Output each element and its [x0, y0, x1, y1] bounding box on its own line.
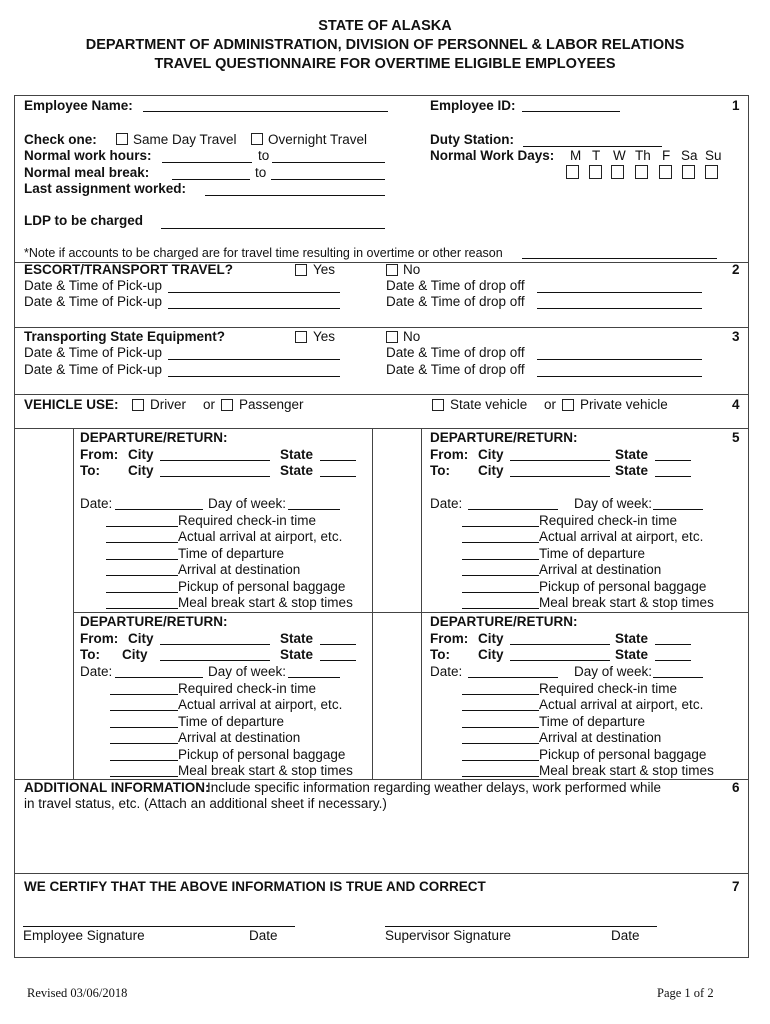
day-of-week-field[interactable] [288, 509, 340, 510]
city-label: City [128, 447, 154, 462]
section-number: 3 [732, 329, 740, 344]
state-label: State [615, 463, 649, 478]
time-field[interactable] [462, 727, 539, 728]
state-vehicle-label: State vehicle [450, 397, 528, 412]
to-city-field[interactable] [160, 660, 270, 661]
city-label: City [478, 631, 504, 646]
date-label: Date: [80, 664, 113, 679]
form-department-title: DEPARTMENT OF ADMINISTRATION, DIVISION OF PERSONNEL & LABOR RELATIONS [85, 37, 685, 53]
from-state-field[interactable] [655, 460, 691, 461]
last-assignment-field[interactable] [205, 195, 385, 196]
employee-id-label: Employee ID: [430, 98, 516, 113]
time-field[interactable] [110, 694, 178, 695]
state-label: State [280, 463, 314, 478]
no-label: No [403, 262, 421, 277]
vehicle-use-title: VEHICLE USE: [24, 397, 119, 412]
day-of-week-label: Day of week: [574, 664, 653, 679]
equipment-pickup-field-1[interactable] [168, 359, 340, 360]
date-field[interactable] [115, 677, 203, 678]
employee-id-field[interactable] [522, 111, 620, 112]
driver-label: Driver [150, 397, 186, 412]
state-equipment-title: Transporting State Equipment? [24, 329, 226, 344]
time-field[interactable] [110, 776, 178, 777]
state-label: State [615, 447, 649, 462]
work-hours-end-field[interactable] [272, 162, 385, 163]
section-number: 7 [732, 879, 740, 894]
to-label: To: [80, 647, 100, 662]
work-day-label: Sa [681, 148, 698, 163]
to-label: to [255, 165, 267, 180]
work-day-checkbox[interactable] [611, 165, 624, 179]
or-label: or [203, 397, 216, 412]
departure-return-heading: DEPARTURE/RETURN: [430, 430, 578, 445]
additional-info-text: Include specific information regarding weather delays, work performed while [207, 780, 661, 795]
to-city-field[interactable] [160, 476, 270, 477]
escort-pickup-field-2[interactable] [168, 308, 340, 309]
time-item-label: Meal break start & stop times [178, 763, 353, 778]
time-item-label: Pickup of personal baggage [539, 578, 707, 594]
state-label: State [615, 631, 649, 646]
additional-info-field[interactable] [20, 815, 740, 870]
from-city-field[interactable] [160, 644, 270, 645]
date-label: Date [249, 928, 278, 943]
supervisor-signature-label: Supervisor Signature [385, 928, 512, 943]
equipment-dropoff-field-2[interactable] [537, 376, 702, 377]
ldp-field[interactable] [161, 228, 385, 229]
day-of-week-label: Day of week: [208, 496, 287, 511]
day-of-week-label: Day of week: [208, 664, 287, 679]
time-field[interactable] [110, 743, 178, 744]
from-label: From: [80, 447, 119, 462]
escort-transport-title: ESCORT/TRANSPORT TRAVEL? [24, 262, 233, 277]
time-item-label: Time of departure [539, 545, 646, 561]
employee-name-field[interactable] [143, 111, 388, 112]
from-city-field[interactable] [510, 644, 610, 645]
time-item-label: Actual arrival at airport, etc. [539, 697, 704, 712]
overnight-travel-checkbox[interactable] [251, 133, 263, 145]
date-field[interactable] [468, 677, 558, 678]
divider [14, 327, 749, 328]
time-field[interactable] [462, 526, 539, 527]
city-label: City [478, 463, 504, 478]
section-number: 6 [732, 780, 740, 795]
equipment-yes-checkbox[interactable] [295, 331, 307, 343]
time-field[interactable] [110, 710, 178, 711]
divider [73, 612, 749, 613]
day-of-week-field[interactable] [653, 677, 703, 678]
city-label: City [122, 647, 148, 662]
time-item-label: Meal break start & stop times [178, 595, 353, 610]
work-day-label: W [613, 148, 626, 163]
dropoff-label: Date & Time of drop off [386, 294, 525, 309]
work-day-label: F [662, 148, 671, 163]
departure-return-heading: DEPARTURE/RETURN: [80, 614, 228, 629]
time-item-label: Actual arrival at airport, etc. [178, 529, 343, 544]
form-title: TRAVEL QUESTIONNAIRE FOR OVERTIME ELIGIBLE EMPLOYEES [154, 56, 616, 72]
escort-dropoff-field-2[interactable] [537, 308, 702, 309]
work-day-checkbox[interactable] [635, 165, 648, 179]
from-state-field[interactable] [655, 644, 691, 645]
employee-name-label: Employee Name: [24, 98, 133, 113]
divider [73, 428, 74, 779]
section-number: 4 [732, 397, 740, 412]
meal-break-end-field[interactable] [271, 179, 385, 180]
section-number: 2 [732, 262, 740, 277]
city-label: City [478, 647, 504, 662]
to-label: to [258, 148, 270, 163]
day-of-week-field[interactable] [288, 677, 340, 678]
work-hours-start-field[interactable] [162, 162, 252, 163]
from-label: From: [80, 631, 119, 646]
dropoff-label: Date & Time of drop off [386, 345, 525, 360]
time-field[interactable] [462, 743, 539, 744]
time-field[interactable] [462, 592, 539, 593]
departure-return-heading: DEPARTURE/RETURN: [80, 430, 228, 445]
day-of-week-field[interactable] [653, 509, 703, 510]
certify-title: WE CERTIFY THAT THE ABOVE INFORMATION IS TRUE AND CORRECT [24, 879, 486, 894]
from-city-field[interactable] [160, 460, 270, 461]
date-field[interactable] [115, 509, 203, 510]
employee-signature-label: Employee Signature [23, 928, 145, 943]
pickup-label: Date & Time of Pick-up [24, 345, 163, 360]
time-item-label: Arrival at destination [178, 730, 301, 745]
other-reason-field[interactable] [522, 258, 717, 259]
time-field[interactable] [110, 727, 178, 728]
divider [14, 394, 749, 395]
escort-dropoff-field-1[interactable] [537, 292, 702, 293]
divider [14, 873, 749, 874]
same-day-travel-label: Same Day Travel [133, 132, 237, 147]
additional-info-title: ADDITIONAL INFORMATION: [24, 780, 210, 795]
state-vehicle-checkbox[interactable] [432, 399, 444, 411]
time-item-label: Pickup of personal baggage [539, 746, 707, 762]
pickup-label: Date & Time of Pick-up [24, 294, 163, 309]
time-field[interactable] [110, 760, 178, 761]
accounts-note: *Note if accounts to be charged are for travel time resulting in overtime or other reason [24, 246, 503, 260]
time-field[interactable] [462, 760, 539, 761]
time-item-label: Meal break start & stop times [539, 763, 714, 778]
date-label: Date: [430, 496, 463, 511]
departure-return-heading: DEPARTURE/RETURN: [430, 614, 578, 629]
work-day-label: T [592, 148, 601, 163]
time-field[interactable] [106, 542, 178, 543]
time-item-label: Arrival at destination [539, 730, 662, 745]
driver-checkbox[interactable] [132, 399, 144, 411]
divider [421, 428, 422, 779]
section-number: 5 [732, 430, 740, 445]
city-label: City [478, 447, 504, 462]
normal-meal-break-label: Normal meal break: [24, 165, 150, 180]
time-field[interactable] [106, 559, 178, 560]
time-item-label: Meal break start & stop times [539, 595, 714, 610]
yes-label: Yes [313, 329, 336, 344]
meal-break-start-field[interactable] [172, 179, 250, 180]
from-state-field[interactable] [320, 644, 356, 645]
to-label: To: [430, 463, 450, 478]
time-item-label: Pickup of personal baggage [178, 746, 346, 762]
time-field[interactable] [462, 694, 539, 695]
same-day-travel-checkbox[interactable] [116, 133, 128, 145]
ldp-label: LDP to be charged [24, 213, 144, 228]
from-city-field[interactable] [510, 460, 610, 461]
to-label: To: [80, 463, 100, 478]
supervisor-signature-field[interactable] [385, 926, 657, 927]
time-field[interactable] [462, 542, 539, 543]
from-label: From: [430, 631, 469, 646]
time-item-label: Required check-in time [539, 512, 678, 528]
time-field[interactable] [106, 592, 178, 593]
no-label: No [403, 329, 421, 344]
pickup-label: Date & Time of Pick-up [24, 362, 163, 377]
time-item-label: Arrival at destination [178, 562, 301, 577]
time-item-label: Time of departure [539, 713, 646, 729]
time-field[interactable] [462, 575, 539, 576]
time-field[interactable] [462, 608, 539, 609]
time-field[interactable] [106, 608, 178, 609]
divider [14, 428, 749, 429]
equipment-pickup-field-2[interactable] [168, 376, 340, 377]
or-label: or [544, 397, 557, 412]
work-day-label: Su [705, 148, 722, 163]
city-label: City [128, 463, 154, 478]
last-assignment-label: Last assignment worked: [24, 181, 187, 196]
pickup-label: Date & Time of Pick-up [24, 278, 163, 293]
to-state-field[interactable] [655, 660, 691, 661]
escort-pickup-field-1[interactable] [168, 292, 340, 293]
date-label: Date: [430, 664, 463, 679]
revised-date: Revised 03/06/2018 [27, 986, 128, 1000]
date-field[interactable] [468, 509, 558, 510]
from-label: From: [430, 447, 469, 462]
date-label: Date: [80, 496, 113, 511]
divider [372, 428, 373, 779]
state-label: State [280, 631, 314, 646]
time-item-label: Required check-in time [178, 512, 317, 528]
to-state-field[interactable] [320, 476, 356, 477]
private-vehicle-checkbox[interactable] [562, 399, 574, 411]
time-item-label: Pickup of personal baggage [178, 578, 346, 594]
time-field[interactable] [462, 710, 539, 711]
equipment-dropoff-field-1[interactable] [537, 359, 702, 360]
time-item-label: Actual arrival at airport, etc. [539, 529, 704, 544]
work-day-checkbox[interactable] [566, 165, 579, 179]
to-city-field[interactable] [510, 660, 610, 661]
work-day-checkbox[interactable] [659, 165, 672, 179]
state-label: State [615, 647, 649, 662]
to-city-field[interactable] [510, 476, 610, 477]
section-number: 1 [732, 98, 740, 113]
to-state-field[interactable] [320, 660, 356, 661]
normal-work-days-label: Normal Work Days: [430, 148, 555, 163]
state-label: State [280, 447, 314, 462]
overnight-travel-label: Overnight Travel [268, 132, 368, 147]
time-item-label: Required check-in time [539, 680, 678, 696]
dropoff-label: Date & Time of drop off [386, 362, 525, 377]
from-state-field[interactable] [320, 460, 356, 461]
time-field[interactable] [462, 776, 539, 777]
to-state-field[interactable] [655, 476, 691, 477]
additional-info-text: in travel status, etc. (Attach an additional sheet if necessary.) [24, 796, 387, 811]
passenger-checkbox[interactable] [221, 399, 233, 411]
date-label: Date [611, 928, 640, 943]
passenger-label: Passenger [239, 397, 304, 412]
yes-label: Yes [313, 262, 336, 277]
day-of-week-label: Day of week: [574, 496, 653, 511]
escort-no-checkbox[interactable] [386, 264, 398, 276]
time-field[interactable] [106, 526, 178, 527]
to-label: To: [430, 647, 450, 662]
normal-work-hours-label: Normal work hours: [24, 148, 152, 163]
work-day-label: M [570, 148, 582, 163]
time-item-label: Time of departure [178, 713, 285, 729]
duty-station-field[interactable] [523, 146, 662, 147]
work-day-checkbox[interactable] [589, 165, 602, 179]
work-day-checkbox[interactable] [705, 165, 718, 179]
time-item-label: Time of departure [178, 545, 285, 561]
city-label: City [128, 631, 154, 646]
state-label: State [280, 647, 314, 662]
dropoff-label: Date & Time of drop off [386, 278, 525, 293]
form-state-title: STATE OF ALASKA [318, 18, 452, 34]
time-field[interactable] [462, 559, 539, 560]
work-day-label: Th [635, 148, 651, 163]
work-day-checkbox[interactable] [682, 165, 695, 179]
time-item-label: Arrival at destination [539, 562, 662, 577]
employee-signature-field[interactable] [23, 926, 295, 927]
time-field[interactable] [106, 575, 178, 576]
time-item-label: Actual arrival at airport, etc. [178, 697, 343, 712]
check-one-label: Check one: [24, 132, 97, 147]
escort-yes-checkbox[interactable] [295, 264, 307, 276]
private-vehicle-label: Private vehicle [580, 397, 668, 412]
equipment-no-checkbox[interactable] [386, 331, 398, 343]
duty-station-label: Duty Station: [430, 132, 514, 147]
page-number: Page 1 of 2 [657, 986, 714, 1000]
time-item-label: Required check-in time [178, 680, 317, 696]
